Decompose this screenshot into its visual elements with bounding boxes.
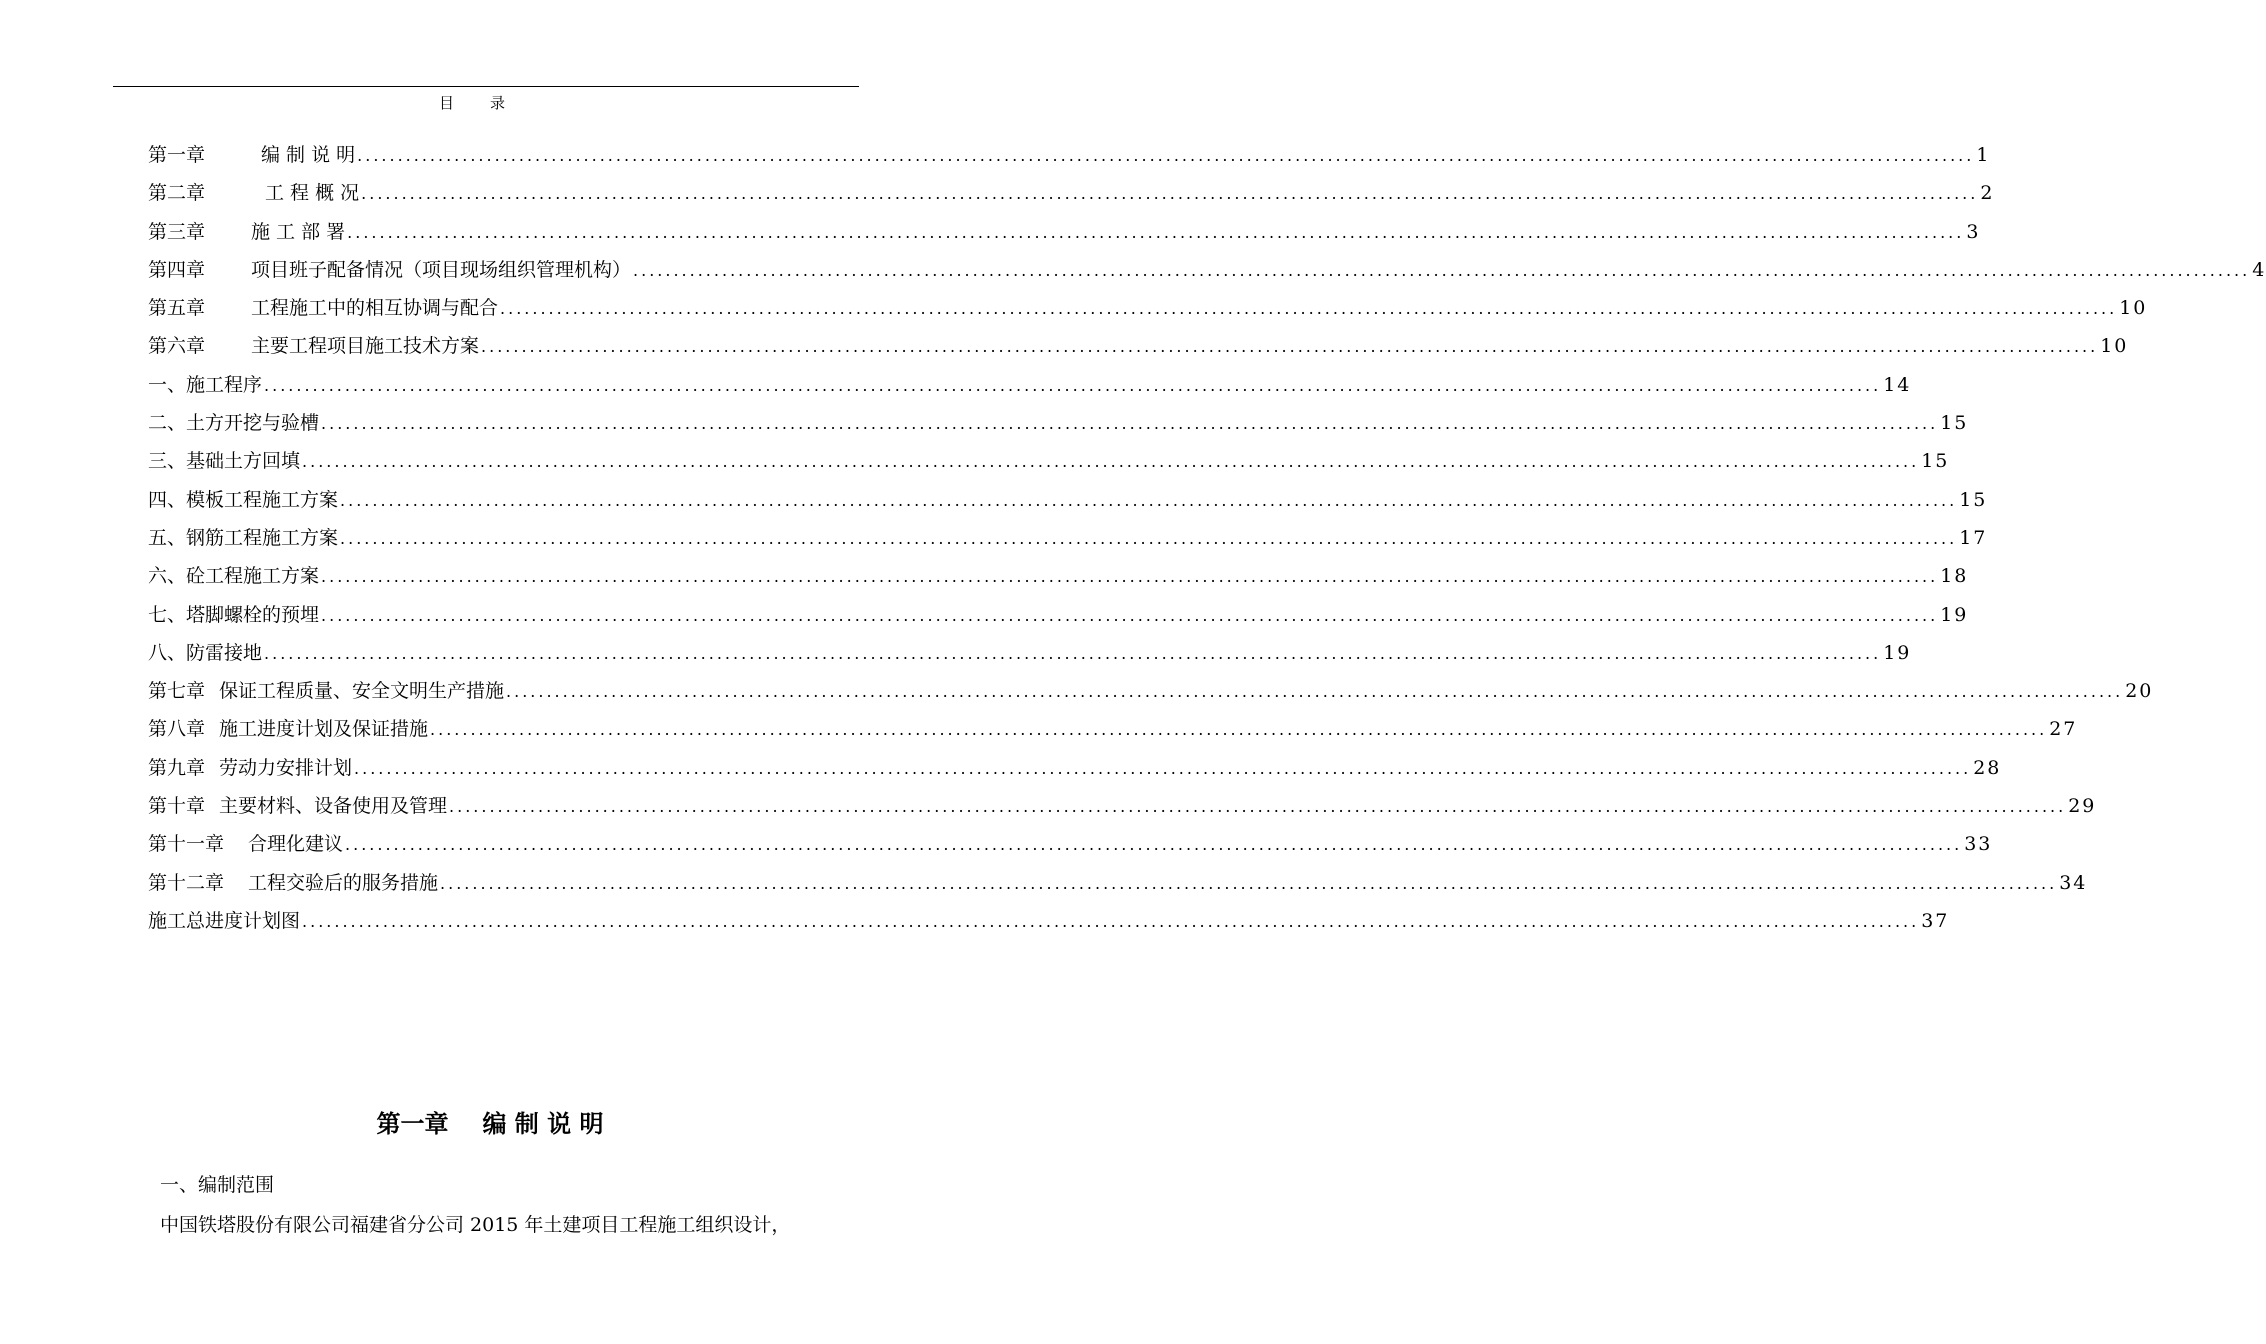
toc-entry[interactable] bbox=[148, 255, 2266, 293]
toc-entry-title: 劳动力安排计划 bbox=[219, 756, 353, 779]
table-of-contents bbox=[148, 140, 2266, 944]
toc-entry-label: 七、 bbox=[148, 603, 187, 626]
toc-entry-label: 第八章 bbox=[148, 718, 206, 741]
toc-entry[interactable] bbox=[148, 331, 2129, 369]
toc-entry-page: 28 bbox=[1973, 756, 2002, 779]
toc-entry-label: 第二章 bbox=[148, 182, 206, 205]
toc-entry-label: 三、 bbox=[148, 450, 187, 473]
toc-entry-page: 18 bbox=[1940, 565, 1969, 588]
toc-entry-page: 34 bbox=[2059, 871, 2088, 894]
toc-entry-title: 施工总进度计划图 bbox=[148, 909, 301, 932]
toc-dot-leader: ........................................................................................................................................................................................................ bbox=[361, 184, 1979, 204]
toc-dot-leader: ........................................................................................................................................................................................................ bbox=[340, 528, 1958, 548]
toc-entry-label: 第五章 bbox=[148, 297, 206, 320]
toc-dot-leader: ........................................................................................................................................................................................................ bbox=[345, 835, 1963, 855]
toc-entry-page: 4 bbox=[2252, 258, 2266, 281]
toc-entry-title: 工程施工中的相互协调与配合 bbox=[251, 297, 499, 320]
toc-dot-leader: ........................................................................................................................................................................................................ bbox=[481, 337, 2099, 357]
toc-entry[interactable] bbox=[148, 906, 1950, 944]
toc-entry-title: 防雷接地 bbox=[186, 641, 263, 664]
toc-entry-page: 3 bbox=[1966, 220, 1981, 243]
toc-entry[interactable] bbox=[148, 408, 1969, 446]
toc-title: 目录 bbox=[438, 94, 541, 112]
toc-entry-page: 19 bbox=[1883, 641, 1912, 664]
toc-entry[interactable] bbox=[148, 217, 1981, 255]
toc-entry-label: 五、 bbox=[148, 526, 187, 549]
toc-dot-leader: ........................................................................................................................................................................................................ bbox=[354, 758, 1972, 778]
toc-entry-title: 保证工程质量、安全文明生产措施 bbox=[219, 680, 505, 703]
toc-entry[interactable] bbox=[148, 561, 1969, 599]
toc-entry-label: 第九章 bbox=[148, 756, 206, 779]
toc-dot-leader: ........................................................................................................................................................................................................ bbox=[440, 873, 2058, 893]
toc-entry-page: 29 bbox=[2068, 795, 2097, 818]
toc-dot-leader: ........................................................................................................................................................................................................ bbox=[321, 567, 1939, 587]
chapter-label: 第一章 bbox=[376, 1110, 449, 1138]
toc-entry-page: 1 bbox=[1976, 144, 1991, 166]
toc-entry[interactable] bbox=[148, 600, 1969, 638]
toc-dot-leader: ........................................................................................................................................................................................................ bbox=[264, 643, 1882, 663]
toc-entry-title: 主要材料、设备使用及管理 bbox=[219, 795, 448, 818]
toc-entry-label: 二、 bbox=[148, 412, 187, 435]
toc-entry-title: 工程交验后的服务措施 bbox=[248, 871, 439, 894]
toc-entry-title: 土方开挖与验槽 bbox=[186, 412, 320, 435]
toc-dot-leader: ........................................................................................................................................................................................................ bbox=[340, 490, 1958, 510]
toc-entry-page: 15 bbox=[1959, 488, 1988, 511]
toc-entry[interactable] bbox=[148, 829, 1993, 867]
toc-dot-leader: ........................................................................................................................................................................................................ bbox=[264, 375, 1882, 395]
toc-entry[interactable] bbox=[148, 140, 1991, 178]
body-paragraph: 中国铁塔股份有限公司福建省分公司 2015 年土建项目工程施工组织设计， bbox=[160, 1214, 791, 1236]
toc-entry-title: 编 制 说 明 bbox=[261, 144, 356, 166]
toc-entry[interactable] bbox=[148, 638, 1912, 676]
toc-entry-label: 八、 bbox=[148, 641, 187, 664]
toc-dot-leader: ........................................................................................................................................................................................................ bbox=[500, 299, 2118, 319]
chapter-title: 编 制 说 明 bbox=[482, 1110, 604, 1138]
toc-entry[interactable] bbox=[148, 868, 2088, 906]
toc-entry-title: 施工程序 bbox=[186, 373, 263, 396]
toc-entry-title: 钢筋工程施工方案 bbox=[186, 526, 339, 549]
toc-dot-leader: ........................................................................................................................................................................................................ bbox=[506, 682, 2124, 702]
toc-entry-page: 37 bbox=[1921, 909, 1950, 932]
toc-entry-page: 19 bbox=[1940, 603, 1969, 626]
toc-entry-title: 模板工程施工方案 bbox=[186, 488, 339, 511]
toc-dot-leader: ........................................................................................................................................................................................................ bbox=[302, 452, 1920, 472]
toc-entry[interactable] bbox=[148, 791, 2097, 829]
toc-entry-title: 合理化建议 bbox=[248, 833, 344, 856]
toc-dot-leader: ........................................................................................................................................................................................................ bbox=[633, 260, 2251, 280]
section-heading: 一、编制范围 bbox=[160, 1174, 275, 1196]
toc-entry-page: 27 bbox=[2049, 718, 2078, 741]
toc-entry-page: 17 bbox=[1959, 526, 1988, 549]
toc-entry-title: 主要工程项目施工技术方案 bbox=[251, 335, 480, 358]
toc-entry-title: 项目班子配备情况（项目现场组织管理机构） bbox=[251, 258, 632, 281]
toc-entry-label: 第十一章 bbox=[148, 833, 225, 856]
toc-entry[interactable] bbox=[148, 178, 1995, 216]
toc-entry-title: 基础土方回填 bbox=[186, 450, 301, 473]
toc-dot-leader: ........................................................................................................................................................................................................ bbox=[302, 911, 1920, 931]
toc-dot-leader: ........................................................................................................................................................................................................ bbox=[430, 720, 2048, 740]
toc-entry-label: 第十章 bbox=[148, 795, 206, 818]
header-rule bbox=[113, 86, 859, 87]
toc-entry-label: 第六章 bbox=[148, 335, 206, 358]
toc-entry-label: 第一章 bbox=[148, 144, 206, 166]
toc-entry[interactable] bbox=[148, 370, 1912, 408]
toc-entry-page: 10 bbox=[2119, 297, 2148, 320]
toc-entry-label: 第四章 bbox=[148, 258, 206, 281]
toc-entry-page: 10 bbox=[2100, 335, 2129, 358]
toc-entry-page: 20 bbox=[2125, 680, 2154, 703]
toc-dot-leader: ........................................................................................................................................................................................................ bbox=[357, 146, 1975, 165]
toc-entry-label: 第十二章 bbox=[148, 871, 225, 894]
toc-dot-leader: ........................................................................................................................................................................................................ bbox=[321, 605, 1939, 625]
toc-entry[interactable] bbox=[148, 293, 2148, 331]
toc-entry-page: 15 bbox=[1921, 450, 1950, 473]
toc-entry-page: 14 bbox=[1883, 373, 1912, 396]
toc-entry-title: 施工进度计划及保证措施 bbox=[219, 718, 429, 741]
toc-entry-page: 15 bbox=[1940, 412, 1969, 435]
toc-entry[interactable] bbox=[148, 523, 1988, 561]
toc-entry-page: 2 bbox=[1980, 182, 1995, 205]
toc-entry-label: 第七章 bbox=[148, 680, 206, 703]
toc-entry-title: 塔脚螺栓的预埋 bbox=[186, 603, 320, 626]
toc-entry-title: 施 工 部 署 bbox=[251, 220, 346, 243]
toc-entry[interactable] bbox=[148, 676, 2154, 714]
toc-entry-label: 四、 bbox=[148, 488, 187, 511]
toc-entry-title: 砼工程施工方案 bbox=[186, 565, 320, 588]
toc-entry-title: 工 程 概 况 bbox=[265, 182, 360, 205]
toc-entry-label: 第三章 bbox=[148, 220, 206, 243]
toc-entry-label: 六、 bbox=[148, 565, 187, 588]
chapter-heading bbox=[0, 1104, 980, 1139]
toc-entry-page: 33 bbox=[1964, 833, 1993, 856]
toc-entry-label: 一、 bbox=[148, 373, 187, 396]
toc-entry[interactable] bbox=[148, 714, 2078, 752]
toc-dot-leader: ........................................................................................................................................................................................................ bbox=[449, 797, 2067, 817]
toc-dot-leader: ........................................................................................................................................................................................................ bbox=[321, 414, 1939, 434]
toc-entry[interactable] bbox=[148, 485, 1988, 523]
toc-entry[interactable] bbox=[148, 446, 1950, 484]
toc-entry[interactable] bbox=[148, 753, 2002, 791]
toc-dot-leader: ........................................................................................................................................................................................................ bbox=[347, 222, 1965, 242]
